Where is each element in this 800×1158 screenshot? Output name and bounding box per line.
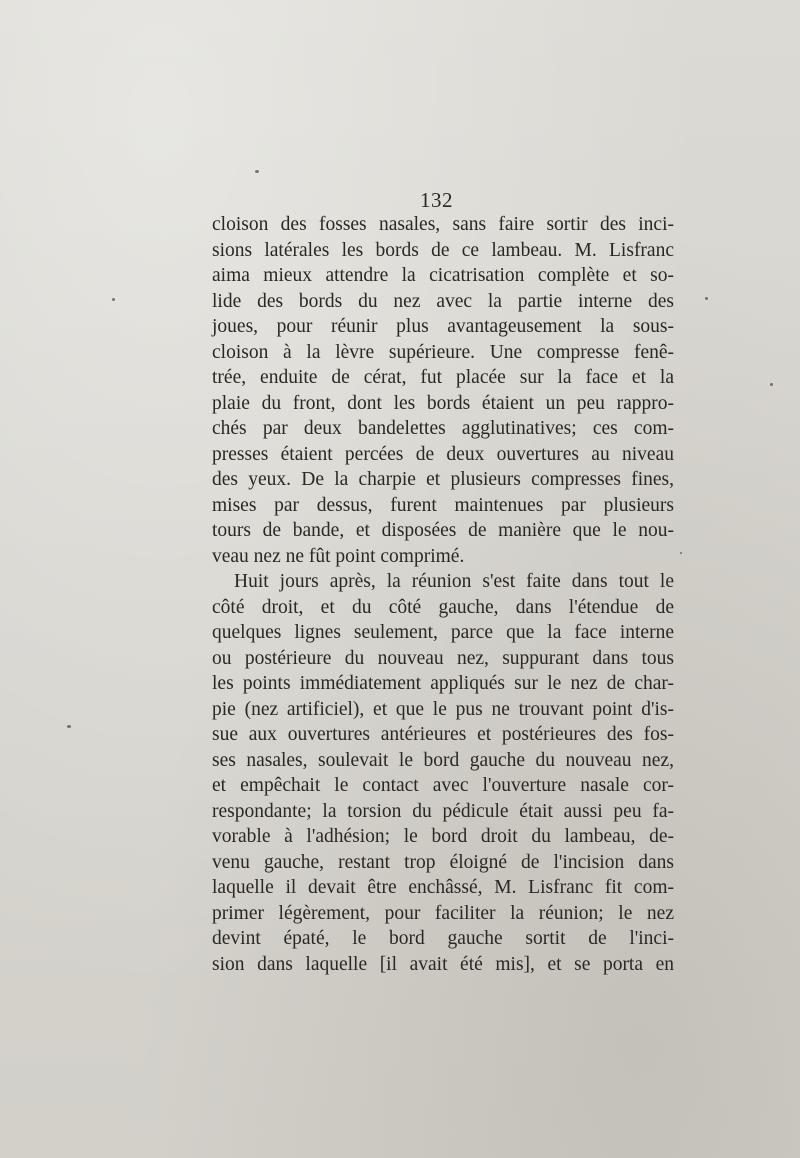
text-line: mises par dessus, furent maintenues par plusieurs [212, 494, 674, 516]
text-line: ses nasales, soulevait le bord gauche du nouveau nez, [212, 749, 674, 771]
text-line: sions latérales les bords de ce lambeau. M. Lisfranc [212, 239, 674, 261]
paper-speck [680, 552, 682, 554]
text-line: cloison à la lèvre supérieure. Une compresse fenê- [212, 341, 674, 363]
text-line: venu gauche, restant trop éloigné de l'incision dans [212, 851, 674, 873]
paper-speck [112, 298, 115, 301]
text-line: tours de bande, et disposées de manière que le nou- [212, 520, 674, 541]
paper-speck [255, 170, 259, 173]
paper-speck [770, 383, 773, 386]
text-line: vorable à l'adhésion; le bord droit du lambeau, de- [212, 826, 674, 847]
text-line: sion dans laquelle [il avait été mis], et se porta en [212, 953, 674, 975]
text-line: respondante; la torsion du pédicule était aussi peu fa- [212, 800, 674, 822]
page-number: 132 [420, 188, 453, 212]
text-line: des yeux. De la charpie et plusieurs compresses fines, [212, 469, 674, 490]
paper-speck [705, 297, 708, 300]
text-line: sue aux ouvertures antérieures et postérieures des fos- [212, 724, 674, 745]
text-line: cloison des fosses nasales, sans faire sortir des inci- [212, 214, 674, 235]
text-line: presses étaient percées de deux ouvertures au niveau [212, 443, 674, 465]
paper-speck [67, 725, 71, 728]
text-line: les points immédiatement appliqués sur le nez de char- [212, 673, 674, 694]
text-line: lide des bords du nez avec la partie interne des [212, 290, 674, 312]
text-line: primer légèrement, pour faciliter la réunion; le nez [212, 902, 674, 924]
text-line: quelques lignes seulement, parce que la face interne [212, 622, 674, 643]
text-line: aima mieux attendre la cicatrisation complète et so- [212, 265, 674, 286]
text-line: veau nez ne fût point comprimé. [212, 545, 465, 567]
text-line: laquelle il devait être enchâssé, M. Lisfranc fit com- [212, 877, 674, 898]
text-line: côté droit, et du côté gauche, dans l'étendue de [212, 596, 674, 618]
text-line: pie (nez artificiel), et que le pus ne trouvant point d'is- [212, 698, 674, 720]
text-line: joues, pour réunir plus avantageusement la sous- [212, 316, 674, 337]
text-line: Huit jours après, la réunion s'est faite dans tout le [234, 571, 674, 592]
text-line: chés par deux bandelettes agglutinatives; ces com- [212, 418, 674, 439]
text-line: devint épaté, le bord gauche sortit de l'inci- [212, 928, 674, 949]
text-line: trée, enduite de cérat, fut placée sur la face et la [212, 367, 674, 388]
text-line: ou postérieure du nouveau nez, suppurant dans tous [212, 647, 674, 669]
text-line: et empêchait le contact avec l'ouverture nasale cor- [212, 775, 674, 796]
text-line: plaie du front, dont les bords étaient un peu rappro- [212, 392, 674, 414]
body-text [212, 212, 674, 977]
